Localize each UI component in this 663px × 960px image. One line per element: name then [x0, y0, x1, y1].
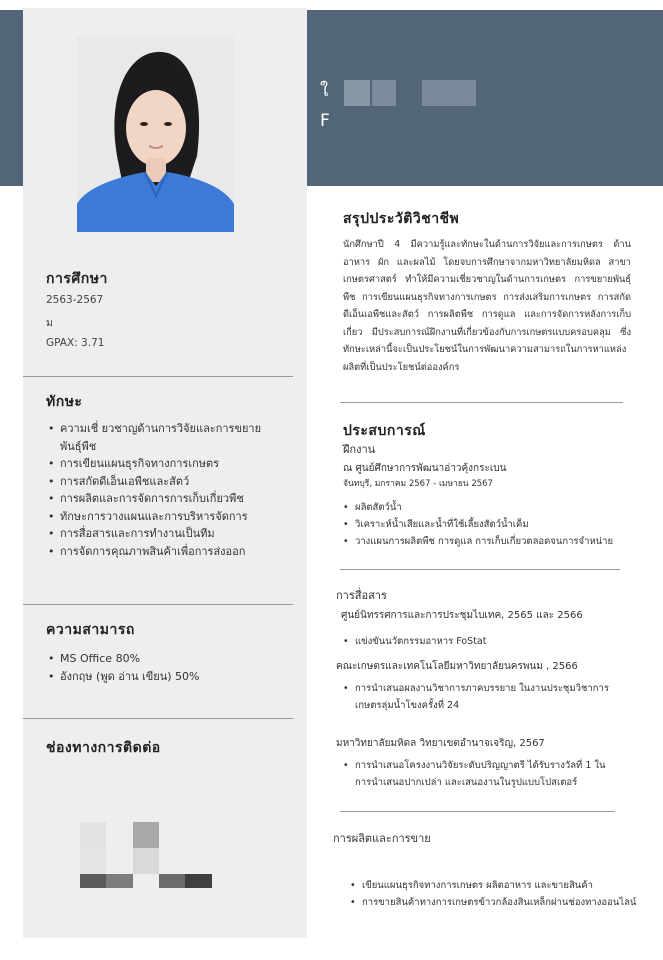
- summary-title: สรุปประวัติวิชาชีพ: [343, 211, 460, 227]
- divider: [340, 811, 615, 812]
- skill-item: • การสื่อสารและการทำงานเป็นทีม: [48, 525, 276, 543]
- production-title: การผลิตและการขาย: [333, 832, 431, 845]
- education-gpax: GPAX: 3.71: [46, 337, 105, 349]
- communication-title: การสื่อสาร: [336, 589, 387, 602]
- production-list: [350, 877, 650, 911]
- education-title: การศึกษา: [46, 271, 108, 287]
- ability-item: • MS Office 80%: [48, 650, 276, 668]
- skill-item: • การจัดการคุณภาพสินค้าเพื่อการส่งออก: [48, 543, 276, 561]
- profile-photo: [77, 36, 234, 232]
- redaction-block: [133, 822, 159, 848]
- communication-item: • การนำเสนอผลงานวิชาการภาคบรรยาย ในงานประชุมวิชาการเกษตรลุ่มน้ำโขงครั้งที่ 24: [343, 680, 623, 714]
- communication-entry-3: มหาวิทยาลัยมหิดล วิทยาเขตอำนาจเจริญ, 2567: [336, 738, 545, 749]
- experience-list: [343, 499, 628, 550]
- skill-item: • การเขียนแผนธุรกิจทางการเกษตร: [48, 455, 276, 473]
- redaction-block: [422, 80, 476, 106]
- skill-item: • ทักษะการวางแผนและการบริหารจัดการ: [48, 508, 276, 526]
- divider: [23, 604, 293, 605]
- communication-list-3: [343, 757, 626, 791]
- divider: [23, 376, 293, 377]
- redaction-block: [80, 874, 106, 888]
- communication-list-1: [343, 633, 628, 650]
- name-line-2: F: [320, 111, 330, 131]
- experience-org: ณ ศูนย์ศึกษาการพัฒนาอ่าวคุ้งกระเบน: [343, 463, 507, 474]
- communication-item: • การนำเสนอโครงงานวิจัยระดับปริญญาตรี ได้รับรางวัลที่ 1 ในการนำเสนอปากเปล่า และเสนองานในรูปแบบโปสเตอร์: [343, 757, 626, 791]
- experience-date: จันทบุรี, มกราคม 2567 - เมษายน 2567: [343, 479, 493, 489]
- abilities-title: ความสามารถ: [46, 622, 135, 638]
- redaction-block: [185, 874, 212, 888]
- communication-item: • แข่งขันนวัตกรรมอาหาร FoStat: [343, 633, 628, 650]
- redaction-block: [80, 822, 106, 848]
- profile-photo-image: [77, 36, 234, 232]
- divider: [340, 569, 620, 570]
- divider: [23, 718, 293, 719]
- education-school: ม: [46, 317, 53, 329]
- abilities-list: [48, 650, 276, 685]
- summary-text: นักศึกษาปี 4 มีความรู้และทักษะในด้านการวิจัยและการเกษตร ด้านอาหาร ผัก และผลไม้ โดยจบการศึกษาจากมหาวิทยาลัยมหิดล สาขาเกษตรศาสตร์ ทำให้มีความเชี่ยวชาญในด้านการเกษตร การขยายพันธุ์พืช การเขียนแผนธุรกิจทางการเกษตร การส่งเสริมการเกษตร การสกัดดีเอ็นเอพืชและสัตว์ การผลิตพืช การดูแล และการจัดการหลังการเก็บเกี่ยว มีประสบการณ์ฝึกงานที่เกี่ยวข้องกับการเกษตรแบบครอบคลุม ซึ่งทักษะเหล่านี้จะเป็นประโยชน์ในการพัฒนาความสามารถในการหาแหล่งผลิตที่เป็นประโยชน์ต่อองค์กร: [343, 239, 631, 373]
- skill-item: • การสกัดดีเอ็นเอพืชและสัตว์: [48, 473, 276, 491]
- skill-item: • ความเชี่ ยวชาญด้านการวิจัยและการขยายพันธุ์พืช: [48, 420, 276, 455]
- contact-title: ช่องทางการติดต่อ: [46, 740, 161, 756]
- experience-item: • ผลิตสัตว์น้ำ: [343, 499, 628, 516]
- communication-entry-2: คณะเกษตรและเทคโนโลยีมหาวิทยาลัยนครพนม , 2566: [336, 661, 578, 672]
- name-block: [320, 76, 330, 136]
- redaction-block: [344, 80, 370, 106]
- experience-item: • วิเคราะห์น้ำเสียและน้ำที่ใช้เลี้ยงสัตว์น้ำเค็ม: [343, 516, 628, 533]
- divider: [340, 402, 623, 403]
- communication-entry-1: ศูนย์นิทรรศการและการประชุมไบเทค, 2565 และ 2566: [341, 610, 583, 621]
- skill-item: • การผลิตและการจัดการการเก็บเกี่ยวพืช: [48, 490, 276, 508]
- ability-item: • อังกฤษ (พูด อ่าน เขียน) 50%: [48, 668, 276, 686]
- communication-list-2: [343, 680, 623, 714]
- name-line-1: ใ: [320, 81, 329, 101]
- redaction-block: [80, 848, 106, 874]
- education-years: 2563-2567: [46, 294, 104, 306]
- experience-role: ฝึกงาน: [343, 443, 376, 456]
- skills-title: ทักษะ: [46, 394, 83, 410]
- production-item: • การขายสินค้าทางการเกษตรข้าวกล้องสินเหล็กผ่านช่องทางออนไลน์: [350, 894, 650, 911]
- experience-item: • วางแผนการผลิตพืช การดูแล การเก็บเกี่ยวตลอดจนการจำหน่าย: [343, 533, 628, 550]
- redaction-block: [159, 874, 185, 888]
- redaction-block: [133, 848, 159, 874]
- experience-title: ประสบการณ์: [343, 423, 426, 439]
- production-item: • เขียนแผนธุรกิจทางการเกษตร ผลิตอาหาร และขายสินค้า: [350, 877, 650, 894]
- redaction-block: [372, 80, 396, 106]
- skills-list: [48, 420, 276, 560]
- redaction-block: [106, 874, 133, 888]
